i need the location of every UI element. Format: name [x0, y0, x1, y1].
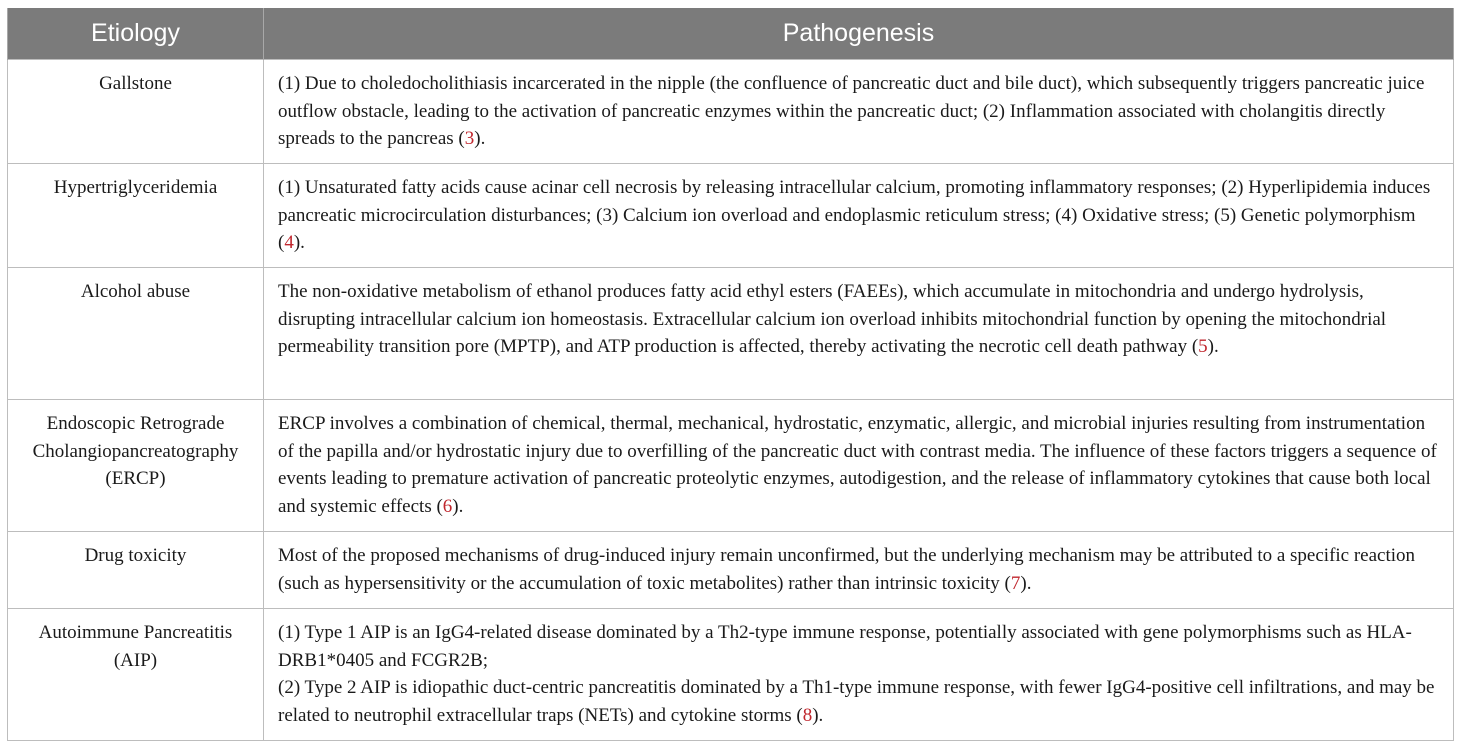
pathogenesis-text: (1) Due to choledocholithiasis incarcerated in the nipple (the confluence of pancreatic duct and bile duct), which subsequently triggers pancreatic juice outflow obstacle, leading to the activation of pancreatic enzymes within the pancreatic duct; (2) Inflammation associated with cholangitis directly spreads to the pancreas (: [278, 73, 1425, 150]
pathogenesis-text: (2) Type 2 AIP is idiopathic duct-centric pancreatitis dominated by a Th1-type immune response, with fewer IgG4-positive cell infiltrations, and may be related to neutrophil extracellular traps (NETs) and cytokine storms (: [278, 677, 1435, 726]
pathogenesis-text-tail: ).: [1020, 572, 1032, 594]
reference-link[interactable]: 5: [1198, 336, 1208, 358]
pathogenesis-text: The non-oxidative metabolism of ethanol produces fatty acid ethyl esters (FAEEs), which accumulate in mitochondria and undergo hydrolysis, disrupting intracellular calcium ion homeostasis. Extracellular calcium ion overload inhibits mitochondrial function by opening the mitochondrial permeability transition pore (MPTP), and ATP production is affected, thereby activating the necrotic cell death pathway (: [278, 281, 1387, 358]
pathogenesis-cell: [264, 532, 1454, 609]
header-row: [8, 8, 1454, 60]
reference-link[interactable]: 3: [464, 128, 475, 150]
etiology-cell: Endoscopic Retrograde Cholangiopancreatography (ERCP): [8, 400, 264, 532]
table-row-alcohol-abuse: [8, 268, 1454, 400]
reference-link[interactable]: 7: [1010, 572, 1021, 594]
table-row-hypertriglyceridemia: [8, 164, 1454, 268]
pathogenesis-paragraph: (1) Type 1 AIP is an IgG4-related disease dominated by a Th2-type immune response, potentially associated with gene polymorphisms such as HLA-DRB1*0405 and FCGR2B;: [278, 622, 1412, 671]
etiology-cell: Autoimmune Pancreatitis (AIP): [8, 609, 264, 741]
pathogenesis-text: ERCP involves a combination of chemical, thermal, mechanical, hydrostatic, enzymatic, allergic, and microbial injuries resulting from instrumentation of the papilla and/or hydrostatic injury due to overfilling of the pancreatic duct with contrast media. The influence of these factors triggers a sequence of events leading to premature activation of pancreatic proteolytic enzymes, autodigestion, and the release of inflammatory cytokines that cause both local and systemic effects (: [278, 413, 1437, 517]
etiology-cell: Alcohol abuse: [8, 268, 264, 400]
pathogenesis-text-tail: ).: [812, 704, 824, 726]
etiology-cell: Hypertriglyceridemia: [8, 164, 264, 268]
pathogenesis-text-tail: ).: [1207, 336, 1219, 358]
pathogenesis-cell: [264, 268, 1454, 400]
column-header-etiology: Etiology: [8, 8, 264, 60]
pathogenesis-cell: [264, 164, 1454, 268]
pathogenesis-cell: [264, 60, 1454, 164]
pathogenesis-text: (1) Unsaturated fatty acids cause acinar cell necrosis by releasing intracellular calcium, promoting inflammatory responses; (2) Hyperlipidemia induces pancreatic microcirculation disturbances; (3) Calcium ion overload and endoplasmic reticulum stress; (4) Oxidative stress; (5) Genetic polymorphism (: [278, 177, 1431, 254]
pathogenesis-text-tail: ).: [452, 495, 464, 517]
table-row-gallstone: [8, 60, 1454, 164]
pathogenesis-cell: [264, 400, 1454, 532]
table-row-ercp: [8, 400, 1454, 532]
table-row-drug-toxicity: [8, 532, 1454, 609]
reference-link[interactable]: 8: [802, 704, 813, 726]
pathogenesis-text-tail: ).: [474, 128, 486, 150]
table-row-autoimmune-pancreatitis: [8, 609, 1454, 741]
etiology-cell: Gallstone: [8, 60, 264, 164]
etiology-cell: Drug toxicity: [8, 532, 264, 609]
etiology-pathogenesis-table: [7, 8, 1454, 741]
reference-link[interactable]: 6: [442, 495, 453, 517]
pathogenesis-text-tail: ).: [293, 232, 305, 254]
column-header-pathogenesis: Pathogenesis: [264, 8, 1454, 60]
pathogenesis-text: Most of the proposed mechanisms of drug-induced injury remain unconfirmed, but the underlying mechanism may be attributed to a specific reaction (such as hypersensitivity or the accumulation of toxic metabolites) rather than intrinsic toxicity (: [278, 545, 1416, 594]
pathogenesis-cell: [264, 609, 1454, 741]
reference-link[interactable]: 4: [284, 232, 294, 254]
